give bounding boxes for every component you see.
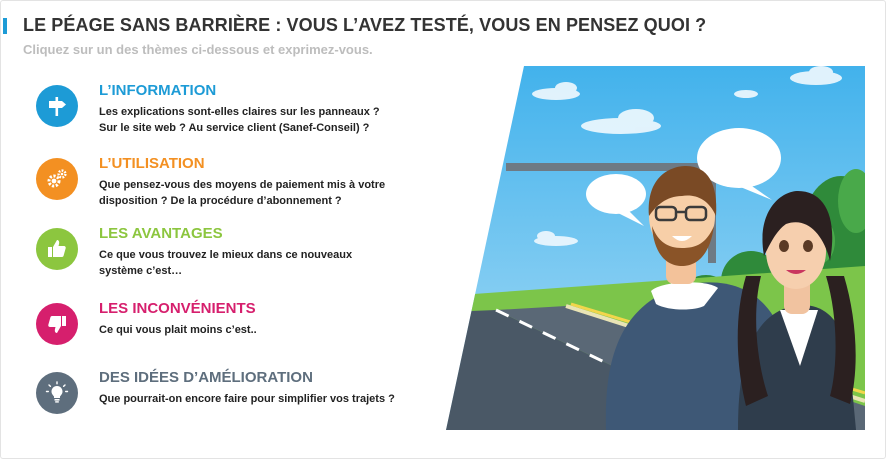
signpost-icon (36, 85, 78, 127)
page-subtitle: Cliquez sur un des thèmes ci-dessous et exprimez-vous. (23, 42, 373, 57)
lightbulb-icon (36, 372, 78, 414)
theme-title: L’INFORMATION (99, 82, 217, 99)
theme-title: DES IDÉES D’AMÉLIORATION (99, 369, 313, 386)
theme-description: Que pourrait-on encore faire pour simplifier vos trajets ? (99, 393, 395, 405)
theme-title: L’UTILISATION (99, 155, 205, 172)
thumbs-up-icon (36, 228, 78, 270)
theme-description: Ce que vous trouvez le mieux dans ce nouveaux système c’est… (99, 249, 353, 277)
thumbs-down-icon (36, 303, 78, 345)
gears-icon (36, 158, 78, 200)
theme-description: Les explications sont-elles claires sur les panneaux ? Sur le site web ? Au service client (Sanef-Conseil) ? (99, 106, 380, 134)
page-title: LE PÉAGE SANS BARRIÈRE : VOUS L’AVEZ TESTÉ, VOUS EN PENSEZ QUOI ? (23, 15, 707, 35)
theme-title: LES AVANTAGES (99, 225, 223, 242)
theme-description: Ce qui vous plait moins c’est.. (99, 324, 257, 336)
theme-description: Que pensez-vous des moyens de paiement mis à votre disposition ? De la procédure d’abonnement ? (99, 179, 386, 207)
title-accent-bar (3, 18, 7, 34)
theme-title: LES INCONVÉNIENTS (99, 300, 256, 317)
highway-couple-illustration (446, 66, 865, 430)
